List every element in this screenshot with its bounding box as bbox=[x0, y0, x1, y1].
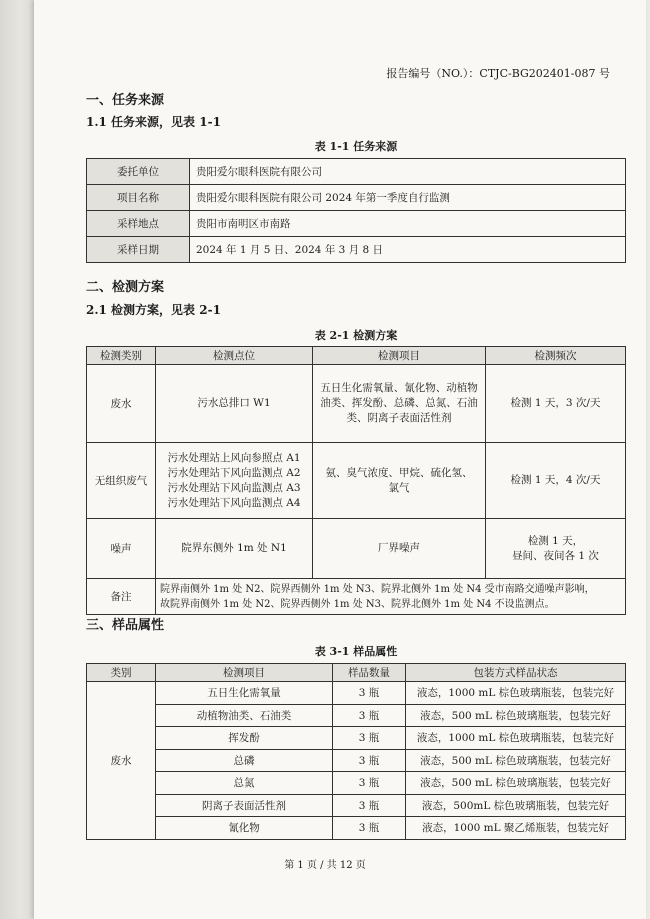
frequency-cell bbox=[486, 365, 626, 443]
item-cell: 挥发酚 bbox=[156, 727, 333, 750]
note-line: 院界南侧外 1m 处 N2、院界西侧外 1m 处 N3、院界北侧外 1m 处 N4 受市南路交通噪声影响， bbox=[160, 583, 595, 595]
items-cell bbox=[313, 519, 486, 579]
category-cell: 废水 bbox=[87, 365, 156, 443]
table-row bbox=[87, 704, 626, 727]
col-header: 类别 bbox=[87, 664, 156, 682]
item-line: 氯气 bbox=[388, 481, 410, 494]
points-cell bbox=[156, 443, 313, 519]
state-cell: 液态，500 mL 棕色玻璃瓶装，包装完好 bbox=[406, 704, 626, 727]
frequency bbox=[492, 473, 619, 488]
state-cell: 液态，1000 mL 棕色玻璃瓶装，包装完好 bbox=[406, 682, 626, 705]
point bbox=[162, 541, 306, 556]
item bbox=[319, 381, 479, 426]
table-row bbox=[87, 727, 626, 750]
items-cell bbox=[313, 365, 486, 443]
item-cell: 总磷 bbox=[156, 749, 333, 772]
note-text bbox=[156, 579, 626, 615]
row-value: 贵阳爱尔眼科医院有限公司 bbox=[190, 159, 626, 185]
row-label: 采样日期 bbox=[87, 237, 190, 263]
row-label: 采样地点 bbox=[87, 211, 190, 237]
section-3-heading: 三、样品属性 bbox=[86, 618, 165, 633]
quantity-cell: 3 瓶 bbox=[333, 772, 406, 795]
item-cell: 阴离子表面活性剂 bbox=[156, 794, 333, 817]
section-2-heading: 二、检测方案 bbox=[86, 280, 165, 295]
table-3-1-caption: 表 3-1 样品属性 bbox=[314, 645, 398, 658]
row-value: 贵阳爱尔眼科医院有限公司 2024 年第一季度自行监测 bbox=[190, 185, 626, 211]
item-line: 厂界噪声 bbox=[378, 542, 420, 554]
state-cell: 液态，1000 mL 棕色玻璃瓶装，包装完好 bbox=[406, 727, 626, 750]
points-cell bbox=[156, 365, 313, 443]
quantity-cell: 3 瓶 bbox=[333, 817, 406, 840]
points-cell bbox=[156, 519, 313, 579]
section-2-1-heading: 2.1 检测方案，见表 2-1 bbox=[86, 303, 221, 317]
item-cell: 氰化物 bbox=[156, 817, 333, 840]
table-row bbox=[87, 159, 626, 185]
item-line: 五日生化需氧量、氰化物、动植物 bbox=[320, 382, 478, 394]
note-line: 故院界南侧外 1m 处 N2、院界西侧外 1m 处 N3、院界北侧外 1m 处 N4 不设监测点。 bbox=[160, 598, 555, 610]
row-label: 项目名称 bbox=[87, 185, 190, 211]
point bbox=[162, 396, 306, 411]
state-cell: 液态，500mL 棕色玻璃瓶装，包装完好 bbox=[406, 794, 626, 817]
table-row bbox=[87, 211, 626, 237]
point-line: 污水处理站上风向参照点 A1 bbox=[167, 451, 301, 464]
table-row bbox=[87, 749, 626, 772]
table-row bbox=[87, 365, 626, 443]
quantity-cell: 3 瓶 bbox=[333, 704, 406, 727]
table-row bbox=[87, 682, 626, 705]
frequency bbox=[492, 396, 619, 411]
task-source-table bbox=[86, 158, 626, 263]
col-header: 样品数量 bbox=[333, 664, 406, 682]
frequency-line: 检测 1 天， bbox=[527, 534, 584, 547]
item-line: 氨、臭气浓度、甲烷、硫化氢、 bbox=[325, 466, 473, 479]
frequency-cell bbox=[486, 519, 626, 579]
state-cell: 液态，500 mL 棕色玻璃瓶装，包装完好 bbox=[406, 772, 626, 795]
col-header: 包装方式样品状态 bbox=[406, 664, 626, 682]
col-header: 检测项目 bbox=[156, 664, 333, 682]
point-line: 污水总排口 W1 bbox=[197, 397, 271, 409]
table-row bbox=[87, 443, 626, 519]
frequency-cell bbox=[486, 443, 626, 519]
state-cell: 液态，500 mL 棕色玻璃瓶装，包装完好 bbox=[406, 749, 626, 772]
frequency-line: 检测 1 天，4 次/天 bbox=[510, 474, 601, 486]
table-1-1-caption: 表 1-1 任务来源 bbox=[314, 140, 398, 153]
row-label: 委托单位 bbox=[87, 159, 190, 185]
table-2-1-caption: 表 2-1 检测方案 bbox=[314, 329, 398, 342]
item-cell: 五日生化需氧量 bbox=[156, 682, 333, 705]
item-line: 油类、挥发酚、总磷、总氮、石油 bbox=[320, 397, 478, 409]
item-cell: 动植物油类、石油类 bbox=[156, 704, 333, 727]
section-1-1-heading: 1.1 任务来源，见表 1-1 bbox=[86, 115, 221, 129]
quantity-cell: 3 瓶 bbox=[333, 727, 406, 750]
point-line: 污水处理站下风向监测点 A3 bbox=[167, 481, 301, 494]
category-cell: 无组织废气 bbox=[87, 443, 156, 519]
state-cell: 液态，1000 mL 聚乙烯瓶装，包装完好 bbox=[406, 817, 626, 840]
quantity-cell: 3 瓶 bbox=[333, 794, 406, 817]
page-footer: 第 1 页 / 共 12 页 bbox=[284, 860, 366, 871]
point bbox=[162, 451, 306, 511]
frequency-line: 昼间、夜间各 1 次 bbox=[512, 549, 599, 562]
table-row bbox=[87, 772, 626, 795]
binding-edge bbox=[0, 0, 34, 919]
detection-plan-table bbox=[86, 346, 626, 615]
col-header: 检测项目 bbox=[313, 347, 486, 365]
table-row bbox=[87, 817, 626, 840]
report-number: 报告编号（NO.）：CTJC-BG202401-087 号 bbox=[386, 67, 610, 80]
section-1-heading: 一、任务来源 bbox=[86, 93, 165, 108]
frequency-line: 检测 1 天，3 次/天 bbox=[510, 397, 601, 409]
row-value: 2024 年 1 月 5 日、2024 年 3 月 8 日 bbox=[190, 237, 626, 263]
items-cell bbox=[313, 443, 486, 519]
col-header: 检测类别 bbox=[87, 347, 156, 365]
col-header: 检测频次 bbox=[486, 347, 626, 365]
category-cell: 噪声 bbox=[87, 519, 156, 579]
point-line: 污水处理站下风向监测点 A4 bbox=[167, 496, 301, 509]
category-cell: 废水 bbox=[87, 682, 156, 840]
table-row bbox=[87, 237, 626, 263]
table-row bbox=[87, 519, 626, 579]
point-line: 院界东侧外 1m 处 N1 bbox=[181, 542, 287, 554]
item-line: 类、阴离子表面活性剂 bbox=[346, 412, 452, 424]
table-row bbox=[87, 185, 626, 211]
sample-attributes-table bbox=[86, 663, 626, 840]
table-row bbox=[87, 794, 626, 817]
point-line: 污水处理站下风向监测点 A2 bbox=[167, 466, 301, 479]
note-label: 备注 bbox=[87, 579, 156, 615]
note-row bbox=[87, 579, 626, 615]
item bbox=[319, 541, 479, 556]
quantity-cell: 3 瓶 bbox=[333, 749, 406, 772]
quantity-cell: 3 瓶 bbox=[333, 682, 406, 705]
note bbox=[160, 582, 621, 612]
col-header: 检测点位 bbox=[156, 347, 313, 365]
item-cell: 总氮 bbox=[156, 772, 333, 795]
frequency bbox=[492, 534, 619, 564]
item bbox=[319, 466, 479, 496]
row-value: 贵阳市南明区市南路 bbox=[190, 211, 626, 237]
